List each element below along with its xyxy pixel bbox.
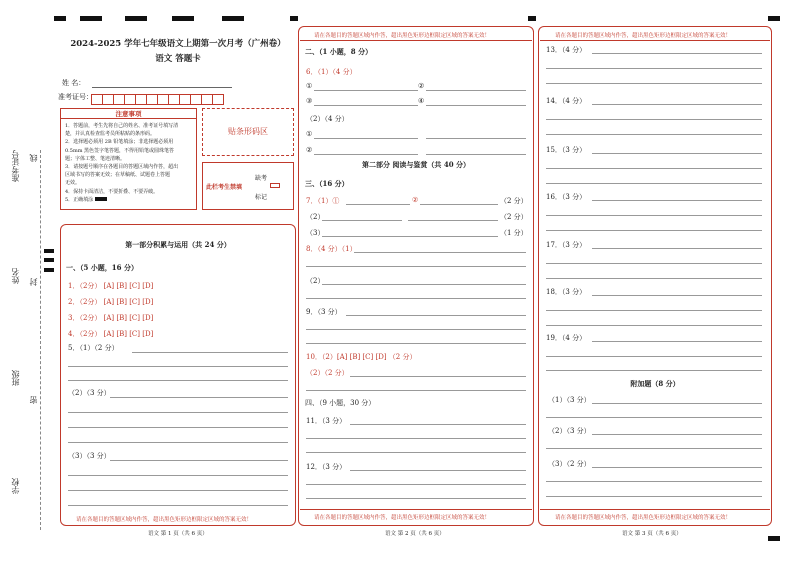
answer-line[interactable] xyxy=(592,403,762,404)
q13-label: 13．（4 分） xyxy=(546,46,587,54)
q6-label: 6．（1）（4 分） xyxy=(306,68,357,76)
top-notice: 请在各题目的答题区域内作答，超出黑色矩形边框限定区域的答案无效！ xyxy=(314,33,491,39)
notice-item: 1．答题前，考生先将自己的姓名、准考证号填写清 xyxy=(65,123,179,129)
side-name-label: 姓名 xyxy=(11,268,20,284)
barcode-label: 贴条形码区 xyxy=(228,127,268,136)
answer-line[interactable] xyxy=(306,266,526,267)
q6-2-blank-1: ① xyxy=(306,130,313,138)
q6-blank-2: ② xyxy=(418,82,425,90)
answer-line[interactable] xyxy=(322,220,402,221)
part1-title: 第一部分积累与运用（共 24 分） xyxy=(125,240,231,249)
extra-q3-label: （3）（2 分） xyxy=(548,460,591,468)
mc-question-2[interactable]: 2．（2分） [A] [B] [C] [D] xyxy=(68,298,154,306)
q6-2-label: （2）（4 分） xyxy=(306,115,349,123)
answer-line[interactable] xyxy=(68,427,288,428)
name-field[interactable] xyxy=(92,87,232,88)
notice-title: 注意事项 xyxy=(61,109,196,119)
position-mark xyxy=(44,258,54,262)
id-label: 准考证号： xyxy=(58,93,93,101)
mc-question-3[interactable]: 3．（2分） [A] [B] [C] [D] xyxy=(68,314,154,322)
name-label: 姓 名： xyxy=(62,79,86,87)
answer-line[interactable] xyxy=(110,460,288,461)
page-title: 2024-2025 学年七年级语文上期第一次月考（广州卷） xyxy=(70,39,286,49)
answer-line[interactable] xyxy=(592,53,762,54)
answer-line[interactable] xyxy=(346,315,526,316)
answer-line[interactable] xyxy=(110,397,288,398)
top-notice: 请在各题目的答题区域内作答，超出黑色矩形边框限定区域的答案无效！ xyxy=(555,33,732,39)
notice-item: 2．选择题必须用 2B 铅笔填涂；非选择题必须用 xyxy=(65,139,174,146)
id-field[interactable] xyxy=(92,89,224,108)
q12-label: 12．（3 分） xyxy=(306,463,347,471)
absent-box xyxy=(202,162,294,210)
answer-line[interactable] xyxy=(546,168,762,169)
answer-line[interactable] xyxy=(354,252,526,253)
part2-title: 第二部分 阅读与鉴赏（共 40 分） xyxy=(361,160,471,169)
answer-line[interactable] xyxy=(546,68,762,69)
section3-title: 三、（16 分） xyxy=(305,179,349,188)
notice-divider xyxy=(300,509,532,510)
answer-line[interactable] xyxy=(346,204,410,205)
notice-box xyxy=(60,108,197,210)
answer-line[interactable] xyxy=(546,119,762,120)
answer-line[interactable] xyxy=(592,104,762,105)
position-mark xyxy=(54,16,66,21)
position-mark xyxy=(44,249,54,253)
notice-item: 无效。 xyxy=(65,180,81,187)
answer-line[interactable] xyxy=(350,470,526,471)
answer-line[interactable] xyxy=(350,424,526,425)
binding-line xyxy=(40,150,41,530)
answer-line[interactable] xyxy=(314,105,418,106)
answer-line[interactable] xyxy=(546,310,762,311)
q8-2-label: （2） xyxy=(306,277,325,285)
q5-3-label: （3）（3 分） xyxy=(68,452,111,460)
notice-divider xyxy=(300,40,532,41)
answer-line[interactable] xyxy=(592,153,762,154)
position-mark xyxy=(125,16,147,21)
q14-label: 14．（4 分） xyxy=(546,97,587,105)
side-id-label: 准考证号 xyxy=(11,150,20,182)
answer-line[interactable] xyxy=(68,412,288,413)
notice-item: 楚，并认真检查监考员所粘贴的条形码。 xyxy=(65,131,156,138)
notice-divider xyxy=(540,509,770,510)
position-mark xyxy=(80,16,102,21)
answer-line[interactable] xyxy=(546,263,762,264)
extra-title: 附加题（8 分） xyxy=(630,379,680,388)
page1-footer: 语文 第 1 页（共 6 页） xyxy=(148,531,208,537)
answer-line[interactable] xyxy=(546,356,762,357)
answer-line[interactable] xyxy=(306,484,526,485)
q16-label: 16．（3 分） xyxy=(546,193,587,201)
answer-line[interactable] xyxy=(546,134,762,135)
answer-line[interactable] xyxy=(306,390,526,391)
answer-line[interactable] xyxy=(592,200,762,201)
notice-item: 3．请按题号顺序在各题目的答题区域内作答，超出 xyxy=(65,164,179,171)
answer-line[interactable] xyxy=(426,138,526,139)
position-mark xyxy=(528,16,536,21)
side-line-label: 线 xyxy=(29,154,38,162)
answer-line[interactable] xyxy=(592,295,762,296)
q7-2-points: （2 分） xyxy=(500,213,528,221)
answer-line[interactable] xyxy=(306,343,526,344)
answer-line[interactable] xyxy=(592,341,762,342)
section1-title: 一、（5 小题，16 分） xyxy=(66,263,138,272)
answer-line[interactable] xyxy=(546,230,762,231)
q15-label: 15．（3 分） xyxy=(546,146,587,154)
bottom-notice: 请在各题目的答题区域内作答，超出黑色矩形边框限定区域的答案无效！ xyxy=(314,515,491,521)
answer-line[interactable] xyxy=(546,183,762,184)
answer-line[interactable] xyxy=(68,442,288,443)
answer-line[interactable] xyxy=(408,220,498,221)
answer-line[interactable] xyxy=(68,490,288,491)
answer-line[interactable] xyxy=(592,434,762,435)
q6-blank-4: ④ xyxy=(418,97,425,105)
answer-line[interactable] xyxy=(68,366,288,367)
col2-answer-box xyxy=(298,26,534,526)
answer-line[interactable] xyxy=(546,278,762,279)
answer-line[interactable] xyxy=(426,105,526,106)
answer-line[interactable] xyxy=(132,352,288,353)
page2-footer: 语文 第 2 页（共 6 页） xyxy=(385,531,445,537)
extra-q2-label: （2）（3 分） xyxy=(548,427,591,435)
answer-line[interactable] xyxy=(546,83,762,84)
barcode-area xyxy=(202,108,294,156)
answer-line[interactable] xyxy=(546,448,762,449)
q7-3-points: （1 分） xyxy=(500,229,528,237)
q11-label: 11．（3 分） xyxy=(306,417,347,425)
mc-question-1[interactable]: 1．（2分） [A] [B] [C] [D] xyxy=(68,282,154,290)
answer-line[interactable] xyxy=(592,248,762,249)
q6-2-blank-2: ② xyxy=(306,146,313,154)
position-mark xyxy=(172,16,194,21)
answer-line[interactable] xyxy=(314,138,418,139)
answer-line[interactable] xyxy=(306,438,526,439)
notice-item: 5．正确填涂 xyxy=(65,196,178,204)
q7-2-label: （2） xyxy=(306,213,325,221)
answer-line[interactable] xyxy=(322,236,498,237)
q5-2-label: （2）（3 分） xyxy=(68,389,111,397)
answer-line[interactable] xyxy=(546,215,762,216)
answer-line[interactable] xyxy=(426,90,526,91)
position-mark xyxy=(768,536,780,541)
id-cell[interactable] xyxy=(212,94,224,105)
answer-line[interactable] xyxy=(350,376,526,377)
q9-label: 9．（3 分） xyxy=(306,308,342,316)
side-seal-label: 封 xyxy=(29,278,38,286)
notice-item: 0.5mm 黑色签字笔答题，不得用铅笔或圆珠笔答 xyxy=(65,147,175,154)
answer-line[interactable] xyxy=(546,325,762,326)
notice-item: 区域书写的答案无效；在草稿纸、试题卷上答题 xyxy=(65,172,171,179)
notice-divider xyxy=(540,40,770,41)
absent-label: 此栏考生禁填 xyxy=(206,184,243,191)
absent-checkbox[interactable] xyxy=(270,183,280,188)
q10-2-label: （2）（2 分） xyxy=(306,369,349,377)
position-mark xyxy=(768,16,780,21)
absent-mark-top: 缺考 xyxy=(255,175,268,182)
side-dense-label: 密 xyxy=(29,396,38,404)
bottom-notice: 请在各题目的答题区域内作答，超出黑色矩形边框限定区域的答案无效！ xyxy=(555,515,732,521)
bottom-notice: 请在各题目的答题区域内作答，超出黑色矩形边框限定区域的答案无效！ xyxy=(76,517,253,523)
answer-line[interactable] xyxy=(314,90,418,91)
section2-title: 二、（1 小题，8 分） xyxy=(305,47,373,56)
q8-label: 8．（4 分）（1） xyxy=(306,245,357,253)
answer-line[interactable] xyxy=(420,204,498,205)
answer-line[interactable] xyxy=(306,452,526,453)
answer-line[interactable] xyxy=(306,329,526,330)
answer-line[interactable] xyxy=(322,284,526,285)
side-class-label: 班级 xyxy=(11,370,20,386)
extra-q1-label: （1）（3 分） xyxy=(548,396,591,404)
q18-label: 18．（3 分） xyxy=(546,288,587,296)
q7-3-label: （3） xyxy=(306,229,325,237)
side-school-label: 学校 xyxy=(11,478,20,494)
q17-label: 17．（3 分） xyxy=(546,241,587,249)
answer-line[interactable] xyxy=(306,498,526,499)
q6-blank-3: ③ xyxy=(306,97,313,105)
answer-line[interactable] xyxy=(592,467,762,468)
notice-item: 4．保持卡面清洁，不要折叠、不要弄破。 xyxy=(65,188,159,195)
answer-line[interactable] xyxy=(546,496,762,497)
position-mark xyxy=(222,16,244,21)
q5-label: 5．（1）（2 分） xyxy=(68,344,119,352)
absent-mark-bottom: 标记 xyxy=(255,194,268,201)
q19-label: 19．（4 分） xyxy=(546,334,587,342)
mc-question-4[interactable]: 4．（2分） [A] [B] [C] [D] xyxy=(68,330,154,338)
answer-line[interactable] xyxy=(546,417,762,418)
answer-line[interactable] xyxy=(314,154,418,155)
answer-line[interactable] xyxy=(546,481,762,482)
answer-line[interactable] xyxy=(68,380,288,381)
q6-blank-1: ① xyxy=(306,82,313,90)
q7-points: （2 分） xyxy=(500,197,528,205)
page-subtitle: 语文 答题卡 xyxy=(155,54,201,64)
position-mark xyxy=(44,268,54,272)
q10-label[interactable]: 10．（2）[A] [B] [C] [D] （2 分） xyxy=(306,353,417,361)
section4-title: 四、（9 小题，30 分） xyxy=(305,399,376,407)
q7-blank-2: ② xyxy=(412,196,419,204)
notice-items xyxy=(65,122,178,204)
answer-line[interactable] xyxy=(306,298,526,299)
position-mark xyxy=(290,16,298,21)
answer-line[interactable] xyxy=(68,505,288,506)
q7-label: 7．（1）① xyxy=(306,197,340,205)
filled-sample-mark xyxy=(95,197,107,201)
notice-item: 题；字体工整、笔迹清晰。 xyxy=(65,155,126,162)
answer-line[interactable] xyxy=(426,154,526,155)
answer-line[interactable] xyxy=(68,475,288,476)
answer-line[interactable] xyxy=(546,370,762,371)
page3-footer: 语文 第 3 页（共 6 页） xyxy=(622,531,682,537)
